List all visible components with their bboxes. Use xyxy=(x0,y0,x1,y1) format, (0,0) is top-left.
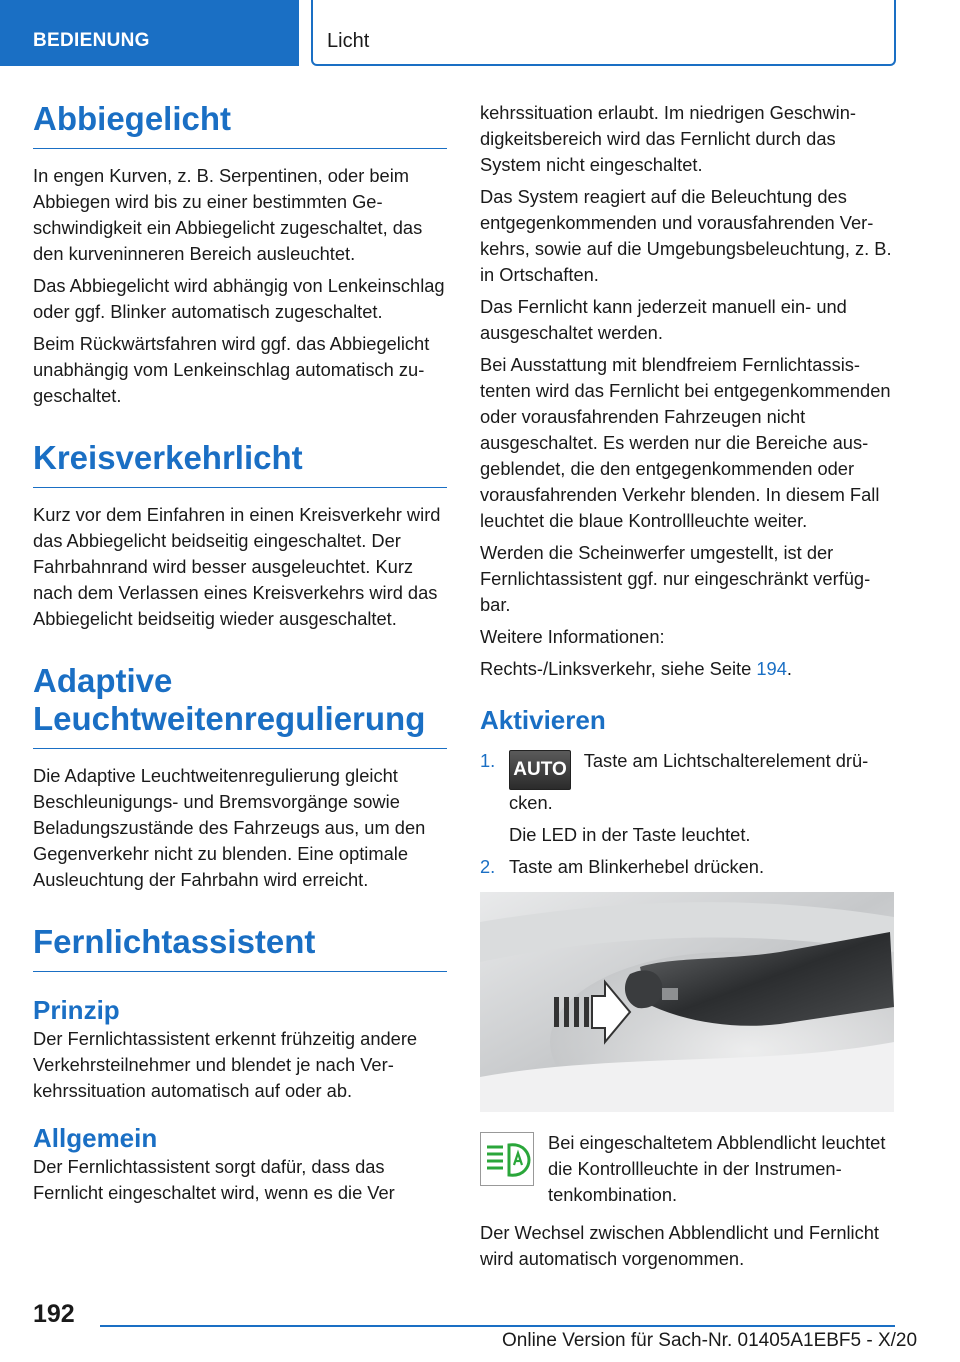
paragraph: Der Fernlichtassistent erkennt frühzeitig andere Verkehrsteilnehmer und blendet je nach Verkehrssituation automatisch auf oder ab. xyxy=(33,1028,418,1101)
paragraph: In engen Kurven, z. B. Serpentinen, oder beim Abbiegen wird bis zu einer bestimmten Geschwindigkeit ein Abbiegelicht zugeschaltet, das den kurveninneren Bereich ausleuchtet. xyxy=(33,165,423,264)
paragraph: Weitere Informationen: xyxy=(480,626,665,647)
turn-signal-lever-illustration xyxy=(480,892,894,1112)
page-header xyxy=(0,0,960,66)
paragraph-crossref xyxy=(480,656,894,682)
page-link-194[interactable]: 194 xyxy=(756,658,787,679)
step-number: 1. xyxy=(480,750,496,771)
chapter-title: Licht xyxy=(311,0,896,66)
page-number: 192 xyxy=(33,1300,75,1328)
subheading-allgemein: Allgemein xyxy=(33,1123,158,1153)
section-label: BEDIENUNG xyxy=(0,0,299,66)
crossref-prefix: Rechts-/Linksverkehr, siehe Seite xyxy=(480,658,757,679)
subheading-aktivieren: Aktivieren xyxy=(480,705,606,735)
heading-kreisverkehrlicht: Kreisverkehrlicht xyxy=(33,439,447,488)
step-number: 2. xyxy=(480,856,496,877)
steps-list xyxy=(480,748,894,880)
paragraph: Beim Rückwärtsfahren wird ggf. das Abbiegelicht unabhängig vom Lenkeinschlag automatisch zugeschaltet. xyxy=(33,333,430,406)
paragraph: Bei Ausstattung mit blendfreiem Fernlichtassistenten wird das Fernlicht bei entgegenkommenden oder vorausfahrenden Fahrzeugen nicht ausgeschaltet. Es werden nur die Bereiche ausgeblendet, die den entgegenkommenden oder vorausfahrenden Verkehr blenden. In diesem Fall leuchtet die blaue Kontrollleuchte weiter. xyxy=(480,354,891,531)
left-column xyxy=(33,100,447,1212)
indicator-note xyxy=(480,1130,894,1208)
paragraph: Kurz vor dem Einfahren in einen Kreisverkehr wird das Abbiegelicht beidseitig eingeschaltet. Der Fahrbahnrand wird besser ausgeleuchtet. Kurz nach dem Verlassen eines Kreisverkehrs wird das Abbiegelicht beidseitig wieder ausgeschaltet. xyxy=(33,504,441,629)
step-text: Taste am Lichtschalterelement drücken. xyxy=(509,750,869,813)
step-subtext: Die LED in der Taste leuchtet. xyxy=(509,824,751,845)
high-beam-assistant-indicator-icon xyxy=(480,1132,534,1186)
paragraph: Das System reagiert auf die Beleuchtung des entgegenkommenden und vorausfahrenden Verkehrs, sowie auf die Umgebungsbeleuchtung, z. B. in Ortschaften. xyxy=(480,186,892,285)
paragraph: Der Fernlichtassistent sorgt dafür, dass das Fernlicht eingeschaltet wird, wenn es die Ver xyxy=(33,1156,395,1203)
heading-fernlichtassistent: Fernlichtassistent xyxy=(33,923,447,972)
list-item xyxy=(480,854,894,880)
paragraph: Die Adaptive Leuchtweitenregulierung gleicht Beschleunigungs- und Bremsvorgänge sowie Beladungszustände des Fahrzeugs aus, um den Gegenverkehr nicht zu blenden. Eine optimale Ausleuchtung der Fahrbahn wird erreicht. xyxy=(33,765,426,890)
step-text: Taste am Blinkerhebel drücken. xyxy=(509,856,765,877)
paragraph: Der Wechsel zwischen Abblendlicht und Fernlicht wird automatisch vorgenommen. xyxy=(480,1222,880,1269)
note-text: Bei eingeschaltetem Abblendlicht leuchtet die Kontrollleuchte in der Instrumentenkombination. xyxy=(548,1132,886,1205)
auto-key-icon: AUTO xyxy=(509,750,571,790)
footer-online-version: Online Version für Sach-Nr. 01405A1EBF5 - X/20 xyxy=(502,1330,918,1351)
paragraph: kehrssituation erlaubt. Im niedrigen Geschwindigkeitsbereich wird das Fernlicht durch das System nicht eingeschaltet. xyxy=(480,102,856,175)
paragraph: Das Fernlicht kann jederzeit manuell ein- und ausgeschaltet werden. xyxy=(480,296,847,343)
paragraph: Werden die Scheinwerfer umgestellt, ist der Fernlichtassistent ggf. nur eingeschränkt verfügbar. xyxy=(480,542,871,615)
heading-abbiegelicht: Abbiegelicht xyxy=(33,100,447,149)
footer-divider xyxy=(100,1325,895,1327)
right-column xyxy=(480,100,894,1278)
subheading-prinzip: Prinzip xyxy=(33,995,120,1025)
list-item xyxy=(480,748,894,848)
paragraph: Das Abbiegelicht wird abhängig von Lenkeinschlag oder ggf. Blinker automatisch zugeschaltet. xyxy=(33,275,445,322)
crossref-suffix: . xyxy=(786,658,792,679)
heading-leuchtweitenregulierung: Adaptive Leuchtweitenregulierung xyxy=(33,662,447,749)
